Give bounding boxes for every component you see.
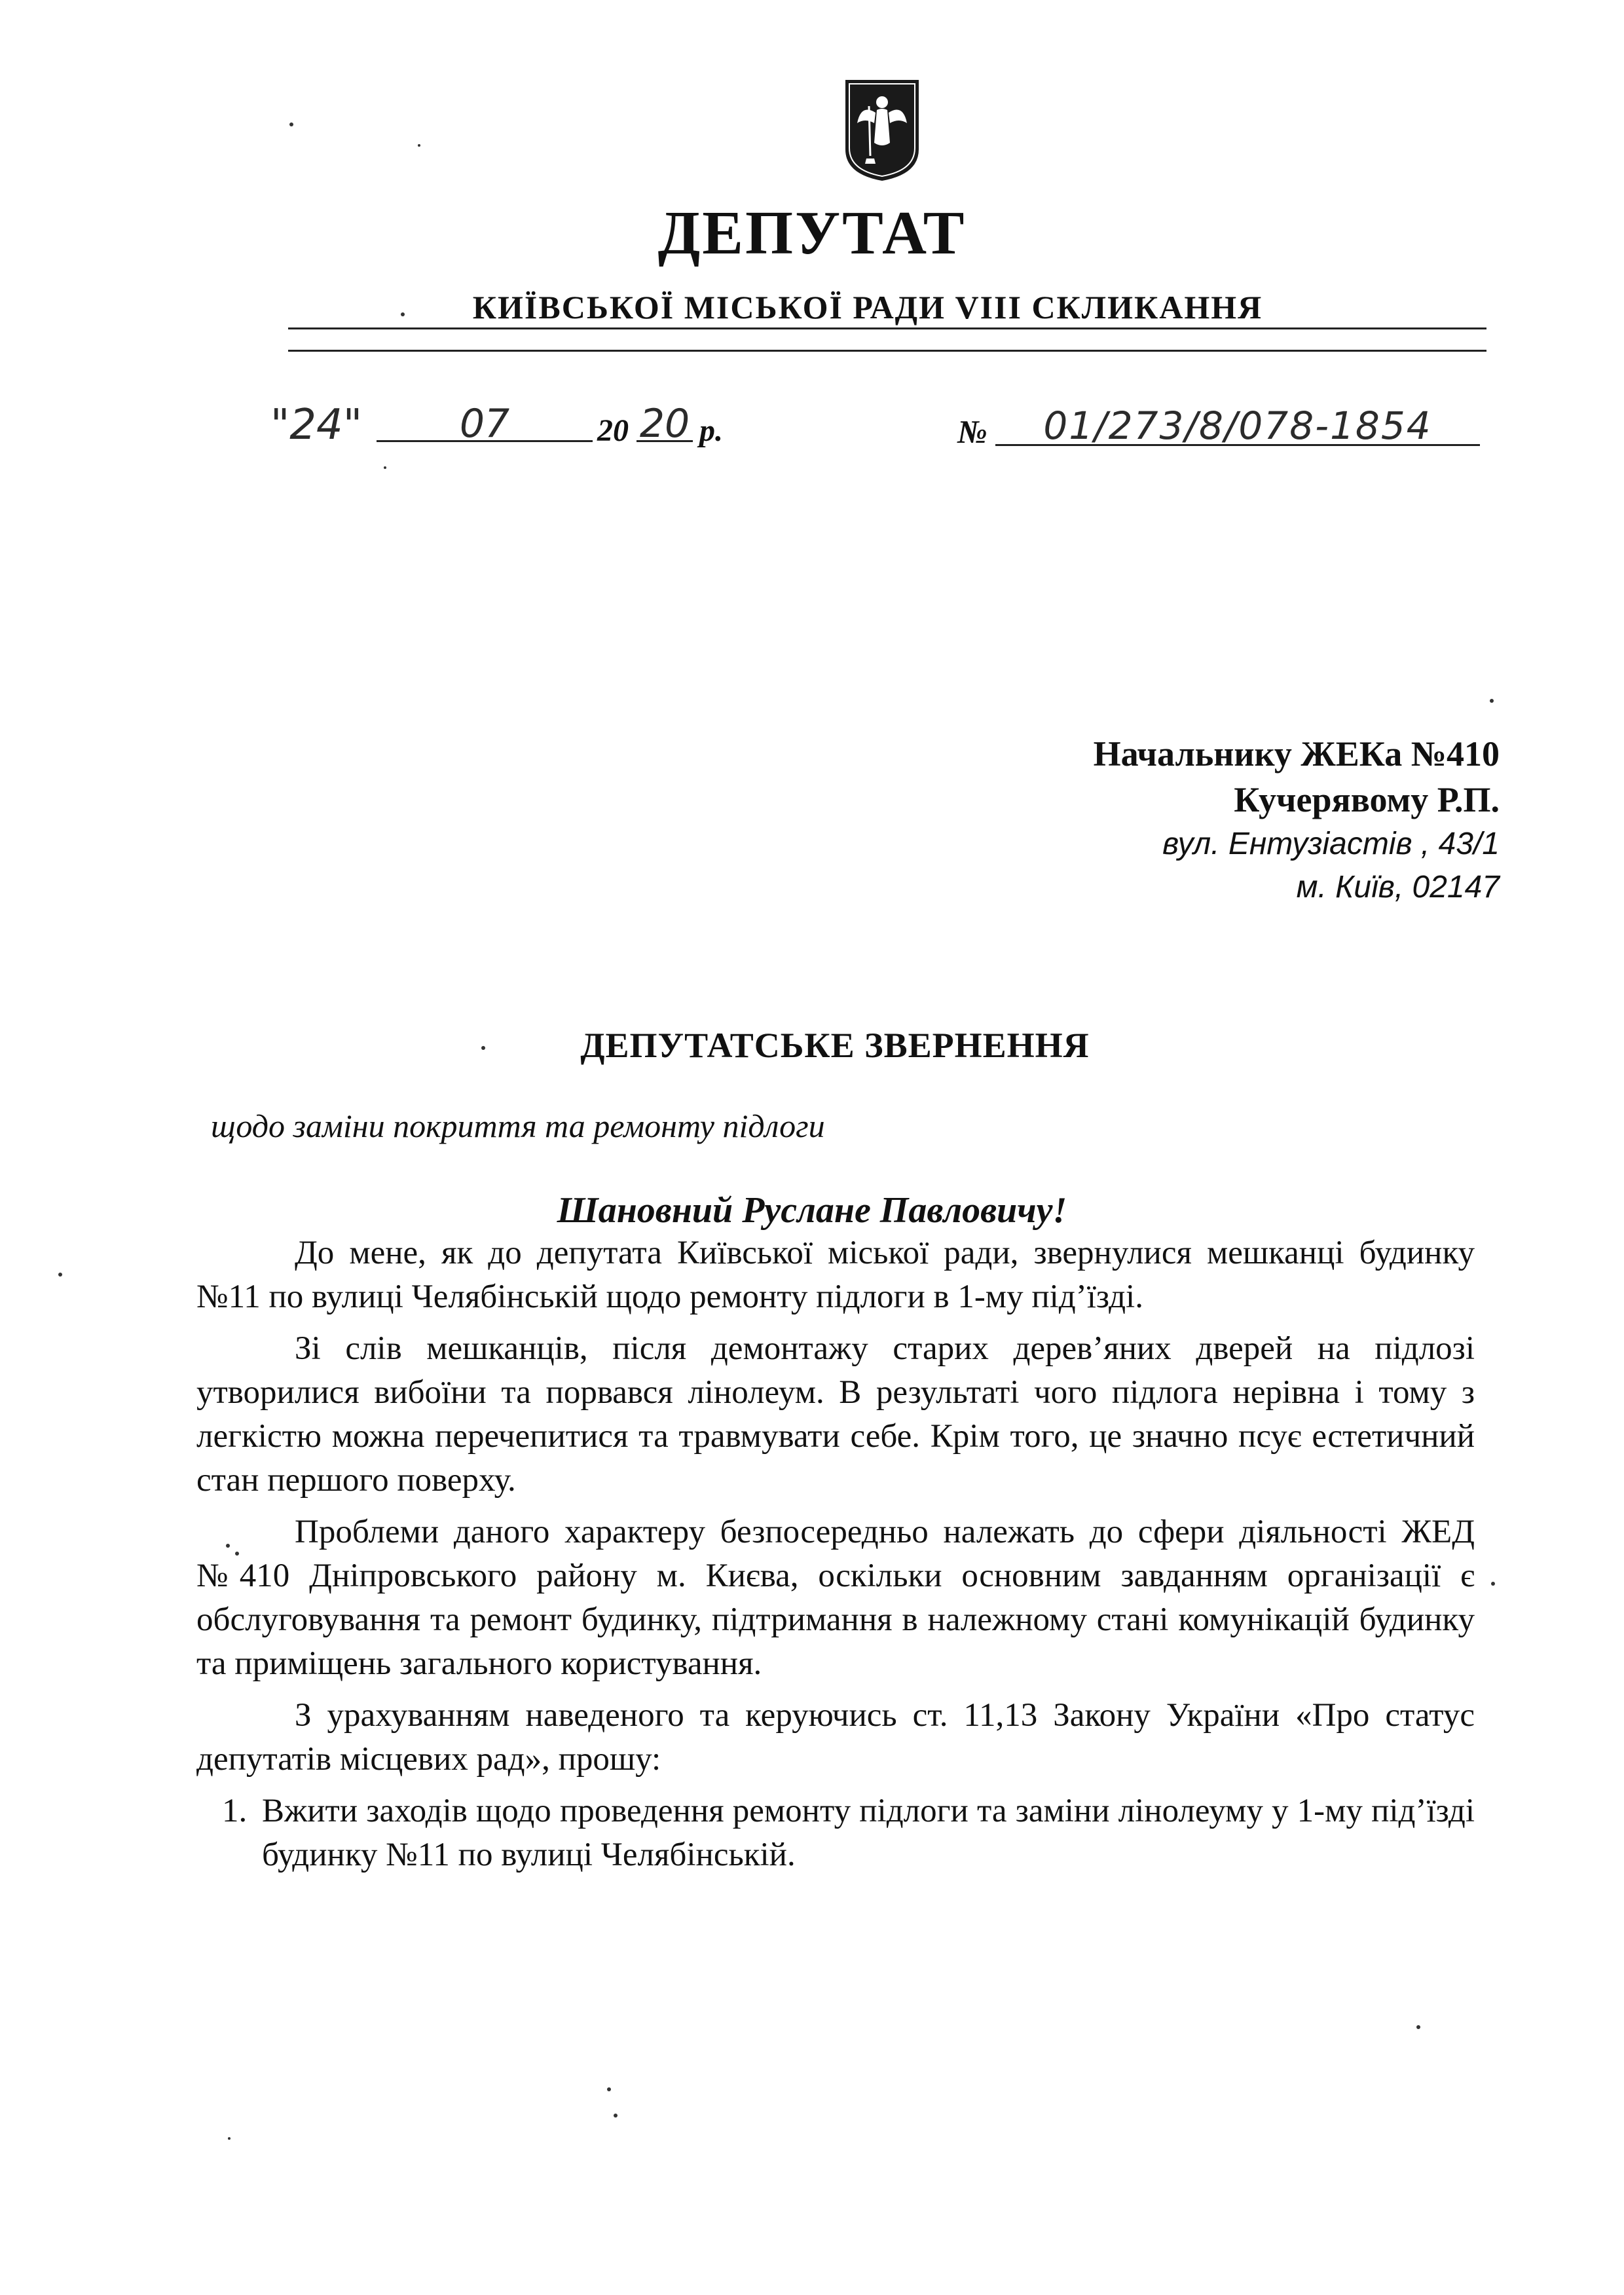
body-paragraph: Зі слів мешканців, після демонтажу старих дерев’яних дверей на підлозі утворилися вибоїни та порвався лінолеум. В результаті чого підлога нерівна і тому з легкістю можна перечепитися та травмувати себе. Крім того, це значно псує естетичний стан першого поверху. <box>196 1330 1475 1499</box>
date-year-unit: р. <box>699 413 723 448</box>
addressee-street: вул. Ентузіастів , 43/1 <box>1162 827 1500 861</box>
body-paragraph: Проблеми даного характеру безпосередньо належать до сфери діяльності ЖЕД №410 Дніпровського району м. Києва, оскільки основним завданням організації є обслуговування та ремонт будинку, підтримання в належному стані комунікацій будинку та приміщень загального користування. <box>196 1514 1475 1682</box>
addressee-city: м. Київ, 02147 <box>1296 870 1500 905</box>
date-month: 07 <box>377 401 593 442</box>
addressee-name: Кучерявому Р.П. <box>1234 780 1500 819</box>
registration-number-label: № <box>957 413 987 450</box>
body-paragraph: З урахуванням наведеного та керуючись ст. 11,13 Закону України «Про статус депутатів місцевих рад», прошу: <box>196 1697 1475 1778</box>
salutation: Шановний Руслане Павловичу! <box>557 1190 1067 1231</box>
registration-number: 01/273/8/078-1854 <box>995 403 1480 446</box>
date-year-prefix: 20 <box>597 413 629 448</box>
list-item: 1. Вжити заходів щодо проведення ремонту підлоги та заміни лінолеуму у 1-му під’їзді будинку №11 по вулиці Челябінській. <box>255 1789 1475 1877</box>
header-title: ДЕПУТАТ <box>657 199 967 267</box>
body-paragraph: До мене, як до депутата Київської міської ради, звернулися мешканці будинку №11 по вулиці Челябінській щодо ремонту підлоги в 1-му під’їзді. <box>196 1235 1475 1315</box>
appeal-title: ДЕПУТАТСЬКЕ ЗВЕРНЕННЯ <box>580 1026 1090 1065</box>
addressee-position: Начальнику ЖЕКа №410 <box>1093 734 1500 774</box>
date-day: "24" <box>270 401 363 449</box>
header-subtitle: КИЇВСЬКОЇ МІСЬКОЇ РАДИ VIII СКЛИКАННЯ <box>472 289 1263 326</box>
date-year-suffix: 20 <box>637 401 693 442</box>
appeal-subject: щодо заміни покриття та ремонту підлоги <box>211 1108 825 1144</box>
